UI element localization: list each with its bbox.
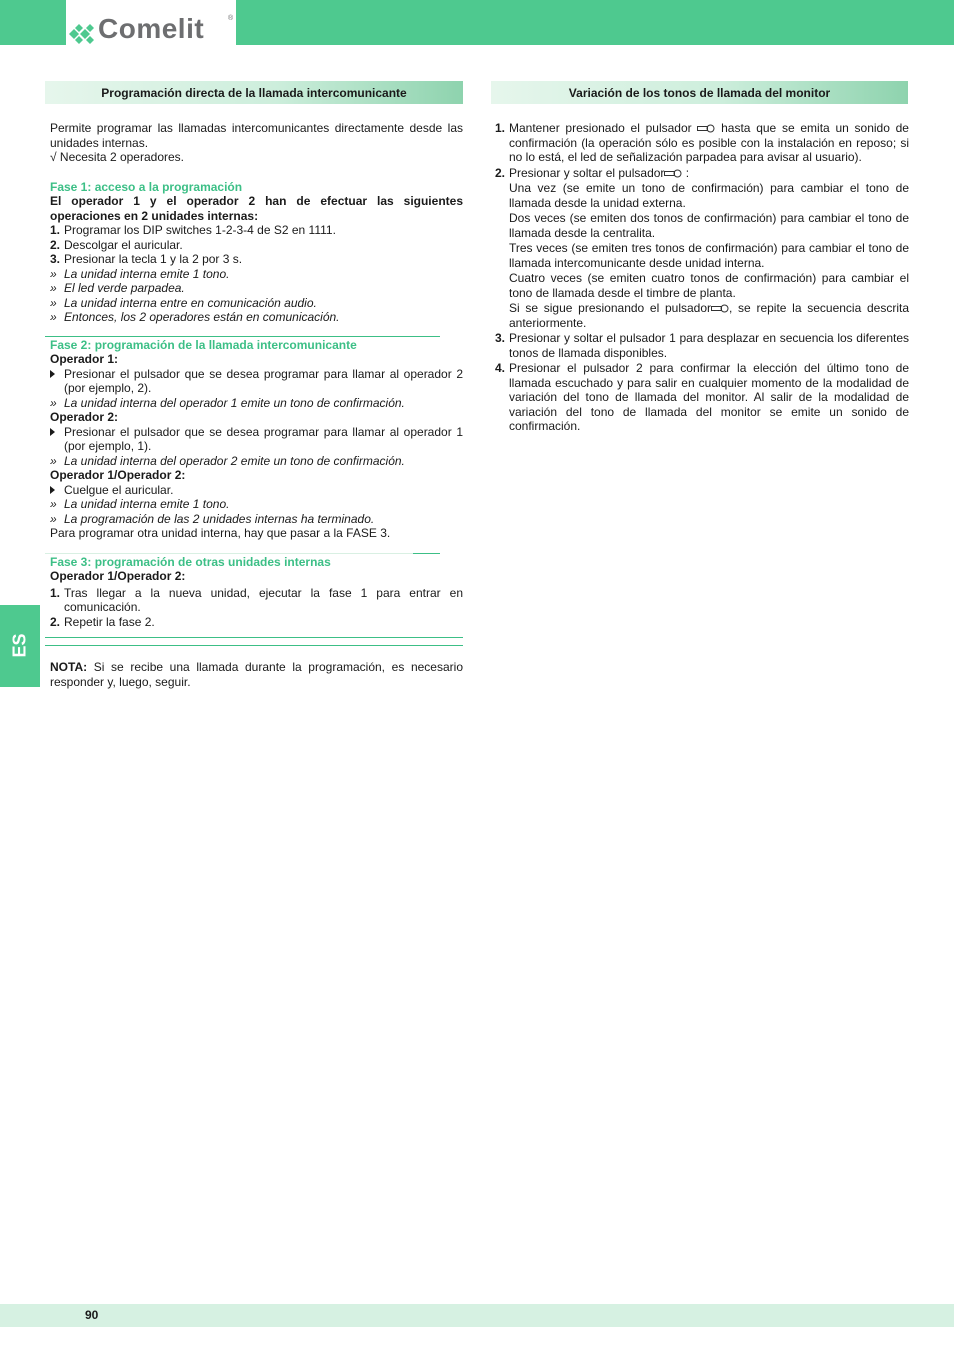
key-button-icon <box>664 169 682 178</box>
language-tab <box>0 605 40 687</box>
intro-text: Permite programar las llamadas intercomunicantes directamente desde las unidades internas. <box>50 121 463 150</box>
nota-text: NOTA: Si se recibe una llamada durante la programación, es necesario responder y, luego, seguir. <box>50 660 463 689</box>
fase1-result: » La unidad interna entre en comunicación audio. <box>50 295 317 310</box>
page-number: 90 <box>85 1308 99 1322</box>
brand-name: Comelit <box>98 13 205 44</box>
section-divider <box>45 336 440 337</box>
left-column <box>50 121 463 689</box>
operator1-result: » La unidad interna del operador 1 emite un tono de confirmación. <box>50 395 405 410</box>
arrow-right-icon <box>50 370 55 378</box>
fase2-end: Para programar otra unidad interna, hay que pasar a la FASE 3. <box>50 526 391 540</box>
fase1-result: » La unidad interna emite 1 tono. <box>50 266 230 281</box>
fase3-label: Operador 1/Operador 2: <box>50 569 186 583</box>
fase3-title: Fase 3: programación de otras unidades internas <box>50 554 331 569</box>
arrow-right-icon <box>50 486 55 494</box>
operator2-label: Operador 2: <box>50 410 119 424</box>
right-column <box>490 121 909 434</box>
fase1-title: Fase 1: acceso a la programación <box>50 179 243 194</box>
fase2-title: Fase 2: programación de la llamada intercomunicante <box>50 337 357 352</box>
left-section-header: Programación directa de la llamada intercomunicante <box>45 81 463 104</box>
right-section-header: Variación de los tonos de llamada del monitor <box>491 81 908 104</box>
operator12-result: » La unidad interna emite 1 tono. <box>50 497 230 511</box>
monitor-step-2-option: Cuatro veces (se emiten cuatro tonos de confirmación) para cambiar el tono de llamada desde el timbre de planta. <box>509 271 909 300</box>
monitor-step-2: 2. Presionar y soltar el pulsador : <box>495 165 690 180</box>
fase1-instruction: El operador 1 y el operador 2 han de efectuar las siguientes operaciones en 2 unidades internas: <box>50 194 463 223</box>
key-button-icon <box>697 124 715 133</box>
monitor-step-2-option: Tres veces (se emiten tres tonos de confirmación) para cambiar el tono de llamada intercomunicante desde unidad interna. <box>509 241 909 270</box>
key-button-icon <box>711 304 729 313</box>
operator1-action: Presionar el pulsador que se desea programar para llamar al operador 2 (por ejemplo, 2). <box>50 367 463 396</box>
operator2-result: » La unidad interna del operador 2 emite un tono de confirmación. <box>50 453 405 468</box>
footer-bar <box>0 1304 954 1327</box>
registered-mark: ® <box>228 15 234 22</box>
operator1-label: Operador 1: <box>50 352 119 366</box>
section-divider <box>413 553 440 554</box>
language-tab-label: ES <box>9 633 30 658</box>
monitor-step-2-option: Dos veces (se emiten dos tonos de confirmación) para cambiar el tono de llamada desde la centralita. <box>509 211 909 240</box>
section-divider <box>45 553 440 554</box>
fase1-step: 1. Programar los DIP switches 1-2-3-4 de S2 en 1111. <box>50 223 336 237</box>
arrow-right-icon <box>50 428 55 436</box>
fase1-result: » El led verde parpadea. <box>50 281 185 295</box>
operator12-action: Cuelgue el auricular. <box>50 483 463 498</box>
fase1-result: » Entonces, los 2 operadores están en comunicación. <box>50 310 340 324</box>
section-divider <box>45 645 463 646</box>
monitor-step-1: 1. Mantener presionado el pulsador hasta que se emita un sonido de confirmación (la operación sólo es posible con la instalación en reposo; si no lo está, el led de señalización parpadea para avisar al usuario). <box>495 121 909 164</box>
monitor-step-2-repeat: Si se sigue presionando el pulsador , se repite la secuencia descrita anteriormente. <box>509 301 909 330</box>
section-divider <box>45 637 463 638</box>
fase1-step: 2. Descolgar el auricular. <box>50 237 183 252</box>
monitor-step-2-option: Una vez (se emite un tono de confirmación) para cambiar el tono de llamada desde la unidad externa. <box>509 181 909 210</box>
operator12-result: » La programación de las 2 unidades internas ha terminado. <box>50 511 375 526</box>
operator2-action: Presionar el pulsador que se desea programar para llamar al operador 1 (por ejemplo, 1). <box>50 425 463 454</box>
operator12-label: Operador 1/Operador 2: <box>50 468 186 482</box>
fase3-step: 1. Tras llegar a la nueva unidad, ejecutar la fase 1 para entrar en comunicación. <box>50 585 463 614</box>
monitor-step-4: 4. Presionar el pulsador 2 para confirmar la elección del último tono de llamada escuchado y para salir en cualquier momento de la modalidad de variación del tono de llamada del monitor. Al salir de la modalidad de variación del tono de llamada del monitor se emite un sonido de confirmación. <box>495 361 909 433</box>
comelit-logo-icon <box>69 24 97 44</box>
check-note: √ Necesita 2 operadores. <box>50 150 184 164</box>
fase1-step: 3. Presionar la tecla 1 y la 2 por 3 s. <box>50 252 243 266</box>
fase3-step: 2. Repetir la fase 2. <box>50 614 155 629</box>
monitor-step-3: 3. Presionar y soltar el pulsador 1 para desplazar en secuencia los diferentes tonos de llamada disponibles. <box>495 331 909 360</box>
brand-logo <box>66 0 236 45</box>
